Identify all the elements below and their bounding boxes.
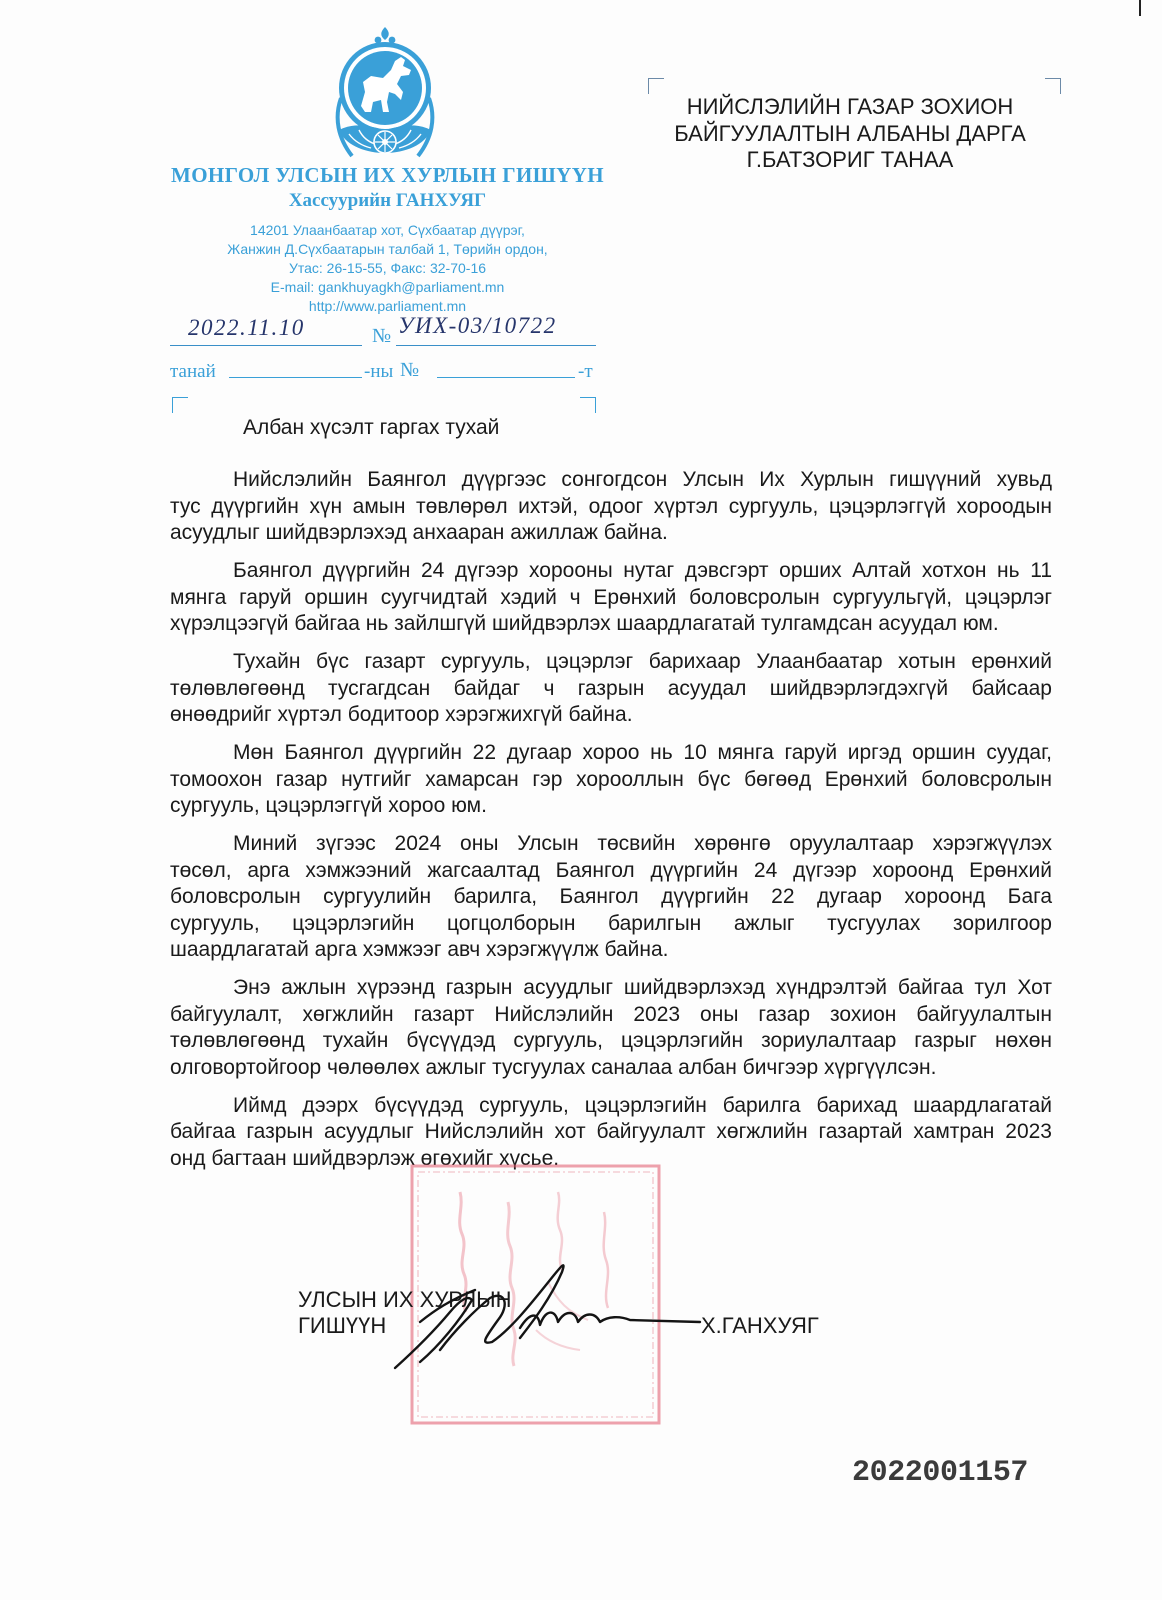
body-paragraph [170, 831, 1052, 964]
letter-body [170, 467, 1052, 1184]
date-underline [170, 345, 362, 346]
body-line: сургууль, цэцэрлэггүй хороо юм. [170, 794, 487, 817]
body-line: асуудлыг шийдвэрлэхэд анхааран ажиллаж байна. [170, 521, 668, 544]
body-paragraph [170, 467, 1052, 547]
body-line: шаардлагатай арга хэмжээг авч хэрэгжүүлж байна. [170, 938, 669, 961]
reply-prefix: танай [170, 361, 216, 382]
institution-title: МОНГОЛ УЛСЫН ИХ ХУРЛЫН ГИШҮҮН [170, 163, 605, 187]
recipient-name: Г.БАТЗОРИГ ТАНАА [746, 147, 954, 172]
body-paragraph [170, 649, 1052, 729]
reply-middle: -ны [364, 361, 394, 382]
body-line: томоохон газар нутгийг хамарсан гэр хорооллын бүс бөгөөд Ерөнхий боловсролын [170, 767, 1052, 791]
state-emblem-icon [325, 26, 445, 166]
body-line: Тухайн бүс газарт сургууль, цэцэрлэг барихаар Улаанбаатар хотын ерөнхий [233, 650, 1052, 673]
letter-subject: Албан хүсэлт гаргах тухай [243, 416, 500, 439]
subject-bracket-left [172, 397, 188, 413]
number-sign: № [372, 325, 392, 347]
body-line: Нийслэлийн Баянгол дүүргээс сонгогдсон Улсын Их Хурлын гишүүний хувьд [233, 468, 1052, 491]
body-line: Миний зүгээс 2024 оны Улсын төсвийн хөрөнгө оруулалтаар хэрэгжүүлэх [233, 832, 1052, 855]
body-line: онд багтаан шийдвэрлэж өгөхийг хүсье. [170, 1146, 560, 1170]
body-line: өнөөдрийг хүртэл бодитоор хэрэгжихгүй байна. [170, 703, 633, 726]
handwritten-date: 2022.11.10 [188, 315, 305, 340]
handwritten-signature [380, 1250, 780, 1380]
scan-mark [1139, 0, 1141, 16]
reference-underline [396, 345, 596, 346]
body-paragraph [170, 1093, 1052, 1173]
member-name: Хассуурийн ГАНХУЯГ [288, 190, 487, 211]
recipient-block [640, 94, 1060, 174]
phone-fax-line: Утас: 26-15-55, Факс: 32-70-16 [288, 260, 487, 276]
reply-suffix: -т [578, 361, 593, 382]
signatory-title-line: УЛСЫН ИХ ХУРЛЫН [298, 1287, 512, 1312]
subject-bracket-right [580, 397, 596, 413]
body-paragraph [170, 975, 1052, 1081]
body-line: сургууль, цэцэрлэгийн цогцолборын барилгын ажлыг тусгуулах зорилгоор [170, 911, 1052, 935]
body-line: хүрэлцээгүй байгаа нь зайлшгүй шийдвэрлэх шаардлагатай тулгамдсан асуудал юм. [170, 612, 999, 635]
reply-number-underline [437, 377, 575, 378]
address-line: 14201 Улаанбаатар хот, Сүхбаатар дүүрэг, [250, 222, 525, 238]
body-line: олговортойгоор чөлөөлөх ажлыг тусгуулах саналаа албан бичгээр хүргүүлсэн. [170, 1055, 937, 1079]
body-line: Иймд дээрх бүсүүдэд сургууль, цэцэрлэгийн барилга барихад шаардлагатай [233, 1093, 1052, 1117]
reply-number-sign: № [400, 359, 420, 381]
body-line: мянга гаруй оршин суугчидтай хэдий ч Ерөнхий боловсролын сургуульгүй, цэцэрлэг [170, 585, 1052, 609]
address-line: Жанжин Д.Сүхбаатарын талбай 1, Төрийн ордон, [227, 241, 548, 257]
body-line: төлөвлөгөөнд тухайн бүсүүдэд сургууль, цэцэрлэгийн зориулалтаар газрыг нөхөн [170, 1029, 1052, 1052]
handwritten-reference-number: УИХ-03/10722 [398, 313, 557, 338]
body-line: Мөн Баянгол дүүргийн 22 дугаар хороо нь 10 мянга гаруй иргэд оршин суудаг, [233, 741, 1052, 764]
recipient-line: БАЙГУУЛАЛТЫН АЛБАНЫ ДАРГА [674, 120, 1026, 146]
body-line: байгуулалт, хөгжлийн газарт Нийслэлийн 2023 оны газар зохион байгуулалтын [170, 1002, 1052, 1026]
address-block [165, 221, 610, 316]
recipient-bracket-right [1045, 78, 1061, 94]
recipient-bracket-left [648, 78, 664, 94]
body-line: Энэ ажлын хүрээнд газрын асуудлыг шийдвэрлэхэд хүндрэлтэй байгаа тул Хот [233, 976, 1052, 999]
body-line: Баянгол дүүргийн 24 дүгээр хорооны нутаг дэвсгэрт орших Алтай хотхон нь 11 [233, 559, 1052, 582]
reply-date-underline [229, 377, 362, 378]
recipient-line: НИЙСЛЭЛИЙН ГАЗАР ЗОХИОН [686, 94, 1014, 119]
body-line: төлөвлөгөөнд тусгагдсан байдаг ч газрын асуудал шийдвэрлэгдэхгүй байсаар [170, 676, 1052, 700]
body-paragraph [170, 558, 1052, 638]
body-paragraph [170, 740, 1052, 820]
signatory-title-line: ГИШҮҮН [298, 1313, 387, 1338]
body-line: боловсролын сургуулийн барилга, Баянгол дүүргийн 22 дугаар хороонд Бага [170, 885, 1052, 908]
body-line: байгаа газрын асуудлыг Нийслэлийн хот байгуулалт хөгжлийн газартай хамтран 2023 [170, 1120, 1052, 1143]
email-line: E-mail: gankhuyagkh@parliament.mn [270, 279, 505, 295]
registration-number: 2022001157 [852, 1456, 1029, 1490]
body-line: тус дүүргийн хүн амын төвлөрөл ихтэй, одоог хүртэл сургууль, цэцэрлэггүй хороодын [170, 494, 1052, 518]
signatory-name: Х.ГАНХУЯГ [701, 1313, 819, 1338]
website-line: http://www.parliament.mn [308, 298, 467, 314]
body-line: төсөл, арга хэмжээний жагсаалтад Баянгол дүүргийн 24 дүгээр хороонд Ерөнхий [170, 858, 1052, 882]
